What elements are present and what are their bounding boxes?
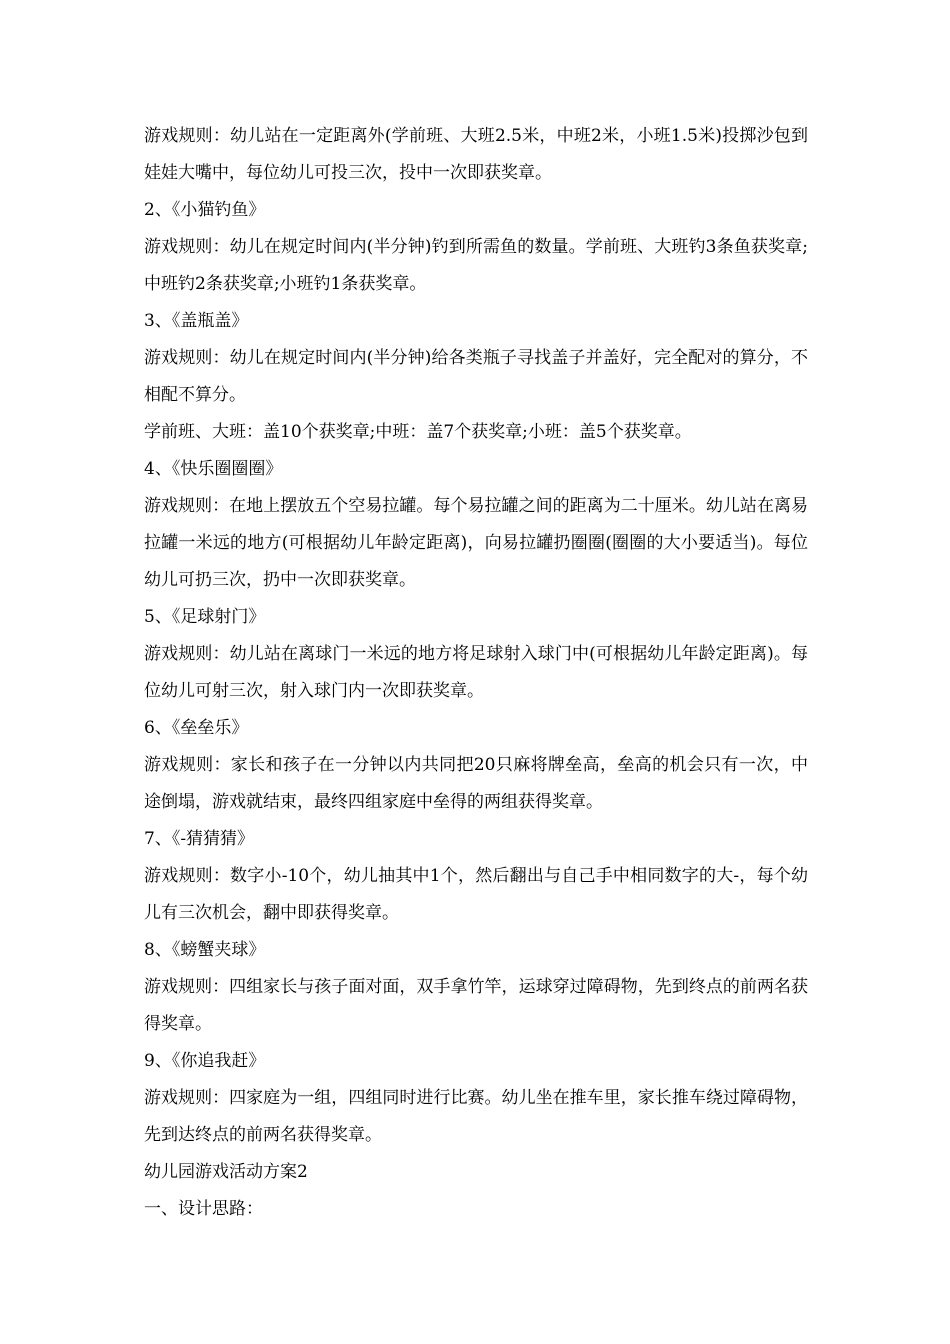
- paragraph-rule-bottle-caps: 游戏规则：幼儿在规定时间内(半分钟)给各类瓶子寻找盖子并盖好，完全配对的算分，不相配不算分。: [144, 348, 808, 405]
- heading-stacking: 6、《垒垒乐》: [144, 718, 249, 738]
- paragraph-rule-ring-toss: 游戏规则：在地上摆放五个空易拉罐。每个易拉罐之间的距离为二十厘米。幼儿站在离易拉罐一米远的地方(可根据幼儿年龄定距离)，向易拉罐扔圈圈(圈圈的大小要适当)。每位幼儿可扔三次，扔中一次即获奖章。: [144, 496, 808, 590]
- heading-kitten-fishing: 2、《小猫钓鱼》: [144, 200, 266, 220]
- document-body: [144, 118, 808, 1228]
- heading-ring-toss: 4、《快乐圈圈圈》: [144, 459, 283, 479]
- heading-crab-ball: 8、《螃蟹夹球》: [144, 940, 266, 960]
- section-heading-design: 一、设计思路：: [144, 1199, 263, 1219]
- paragraph-rule-chase: 游戏规则：四家庭为一组，四组同时进行比赛。幼儿坐在推车里，家长推车绕过障碍物，先到达终点的前两名获得奖章。: [144, 1088, 808, 1145]
- paragraph-rule-sandbag: 游戏规则：幼儿站在一定距离外(学前班、大班2.5米，中班2米，小班1.5米)投掷沙包到娃娃大嘴中，每位幼儿可投三次，投中一次即获奖章。: [144, 126, 808, 183]
- section-title-plan-2: 幼儿园游戏活动方案2: [144, 1162, 308, 1182]
- paragraph-rule-football: 游戏规则：幼儿站在离球门一米远的地方将足球射入球门中(可根据幼儿年龄定距离)。每位幼儿可射三次，射入球门内一次即获奖章。: [144, 644, 808, 701]
- paragraph-rule-fishing: 游戏规则：幼儿在规定时间内(半分钟)钓到所需鱼的数量。学前班、大班钓3条鱼获奖章;中班钓2条获奖章;小班钓1条获奖章。: [144, 237, 808, 294]
- paragraph-rule-crab-ball: 游戏规则：四组家长与孩子面对面，双手拿竹竿，运球穿过障碍物，先到终点的前两名获得奖章。: [144, 977, 808, 1034]
- heading-football-shoot: 5、《足球射门》: [144, 607, 266, 627]
- paragraph-rule-stacking: 游戏规则：家长和孩子在一分钟以内共同把20只麻将牌垒高，垒高的机会只有一次，中途倒塌，游戏就结束，最终四组家庭中垒得的两组获得奖章。: [144, 755, 808, 812]
- heading-bottle-caps: 3、《盖瓶盖》: [144, 311, 249, 331]
- heading-guessing: 7、《-猜猜猜》: [144, 829, 255, 849]
- paragraph-rule-guessing: 游戏规则：数字小-10个，幼儿抽其中1个，然后翻出与自己手中相同数字的大-，每个幼儿有三次机会，翻中即获得奖章。: [144, 866, 808, 923]
- heading-chase: 9、《你追我赶》: [144, 1051, 266, 1071]
- paragraph-bottle-caps-scoring: 学前班、大班：盖10个获奖章;中班：盖7个获奖章;小班：盖5个获奖章。: [144, 422, 692, 442]
